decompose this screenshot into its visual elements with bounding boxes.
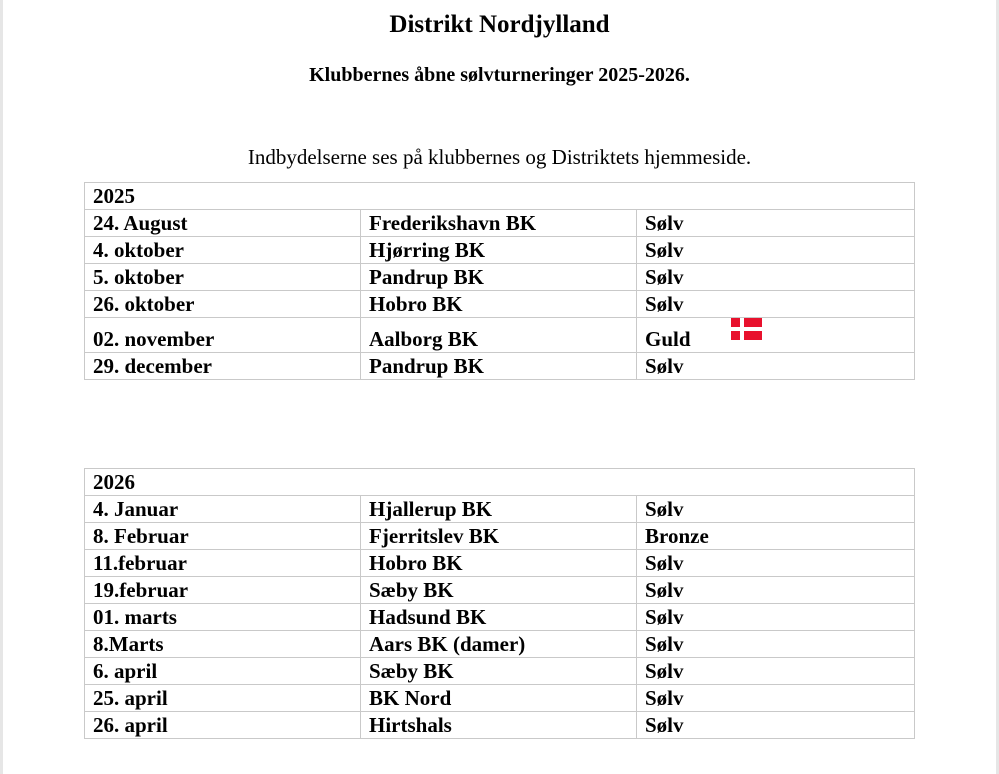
date-cell: 25. april	[85, 685, 361, 712]
date-cell: 11.februar	[85, 550, 361, 577]
table-row	[85, 210, 915, 237]
table-row	[85, 631, 915, 658]
table-row	[85, 577, 915, 604]
date-cell: 4. Januar	[85, 496, 361, 523]
club-cell: Pandrup BK	[361, 264, 637, 291]
type-cell: Sølv	[637, 577, 915, 604]
schedule-table-2026	[84, 468, 915, 739]
date-cell: 4. oktober	[85, 237, 361, 264]
date-cell: 29. december	[85, 353, 361, 380]
type-label: Guld	[645, 327, 691, 351]
date-cell: 24. August	[85, 210, 361, 237]
club-cell: BK Nord	[361, 685, 637, 712]
date-cell: 01. marts	[85, 604, 361, 631]
table-row	[85, 658, 915, 685]
type-cell: Sølv	[637, 685, 915, 712]
type-cell: Sølv	[637, 264, 915, 291]
club-cell: Sæby BK	[361, 577, 637, 604]
table-header-row	[85, 469, 915, 496]
danish-flag-icon	[731, 318, 762, 340]
intro-text: Indbydelserne ses på klubbernes og Distriktets hjemmeside.	[247, 145, 752, 169]
document-title: Distrikt Nordjylland	[389, 11, 610, 38]
type-cell: Sølv	[637, 631, 915, 658]
type-cell: Sølv	[637, 210, 915, 237]
type-cell: Sølv	[637, 353, 915, 380]
table-row	[85, 353, 915, 380]
table-row	[85, 712, 915, 739]
type-cell: Sølv	[637, 712, 915, 739]
table-row	[85, 264, 915, 291]
type-cell: Sølv	[637, 550, 915, 577]
date-cell: 02. november	[85, 318, 361, 353]
type-cell: Sølv	[637, 604, 915, 631]
date-cell: 8.Marts	[85, 631, 361, 658]
date-cell: 6. april	[85, 658, 361, 685]
type-cell: Bronze	[637, 523, 915, 550]
date-cell: 5. oktober	[85, 264, 361, 291]
date-cell: 8. Februar	[85, 523, 361, 550]
club-cell: Hjørring BK	[361, 237, 637, 264]
club-cell: Aars BK (damer)	[361, 631, 637, 658]
club-cell: Frederikshavn BK	[361, 210, 637, 237]
date-cell: 26. april	[85, 712, 361, 739]
table-row	[85, 523, 915, 550]
club-cell: Aalborg BK	[361, 318, 637, 353]
club-cell: Hirtshals	[361, 712, 637, 739]
club-cell: Hjallerup BK	[361, 496, 637, 523]
table-row	[85, 685, 915, 712]
club-cell: Fjerritslev BK	[361, 523, 637, 550]
table-row	[85, 237, 915, 264]
table-header-row	[85, 183, 915, 210]
type-cell: Sølv	[637, 496, 915, 523]
page-edge-left	[0, 0, 3, 774]
year-heading: 2025	[85, 183, 915, 210]
club-cell: Hobro BK	[361, 550, 637, 577]
type-cell: Sølv	[637, 291, 915, 318]
club-cell: Pandrup BK	[361, 353, 637, 380]
club-cell: Hobro BK	[361, 291, 637, 318]
year-heading: 2026	[85, 469, 915, 496]
table-row	[85, 318, 915, 353]
schedule-table-2025	[84, 182, 915, 380]
type-cell: Sølv	[637, 658, 915, 685]
table-row	[85, 291, 915, 318]
date-cell: 19.februar	[85, 577, 361, 604]
document-subtitle: Klubbernes åbne sølvturneringer 2025-2026.	[309, 64, 690, 86]
table-row	[85, 604, 915, 631]
table-row	[85, 550, 915, 577]
type-cell	[637, 318, 915, 353]
type-cell: Sølv	[637, 237, 915, 264]
table-row	[85, 496, 915, 523]
club-cell: Sæby BK	[361, 658, 637, 685]
club-cell: Hadsund BK	[361, 604, 637, 631]
date-cell: 26. oktober	[85, 291, 361, 318]
